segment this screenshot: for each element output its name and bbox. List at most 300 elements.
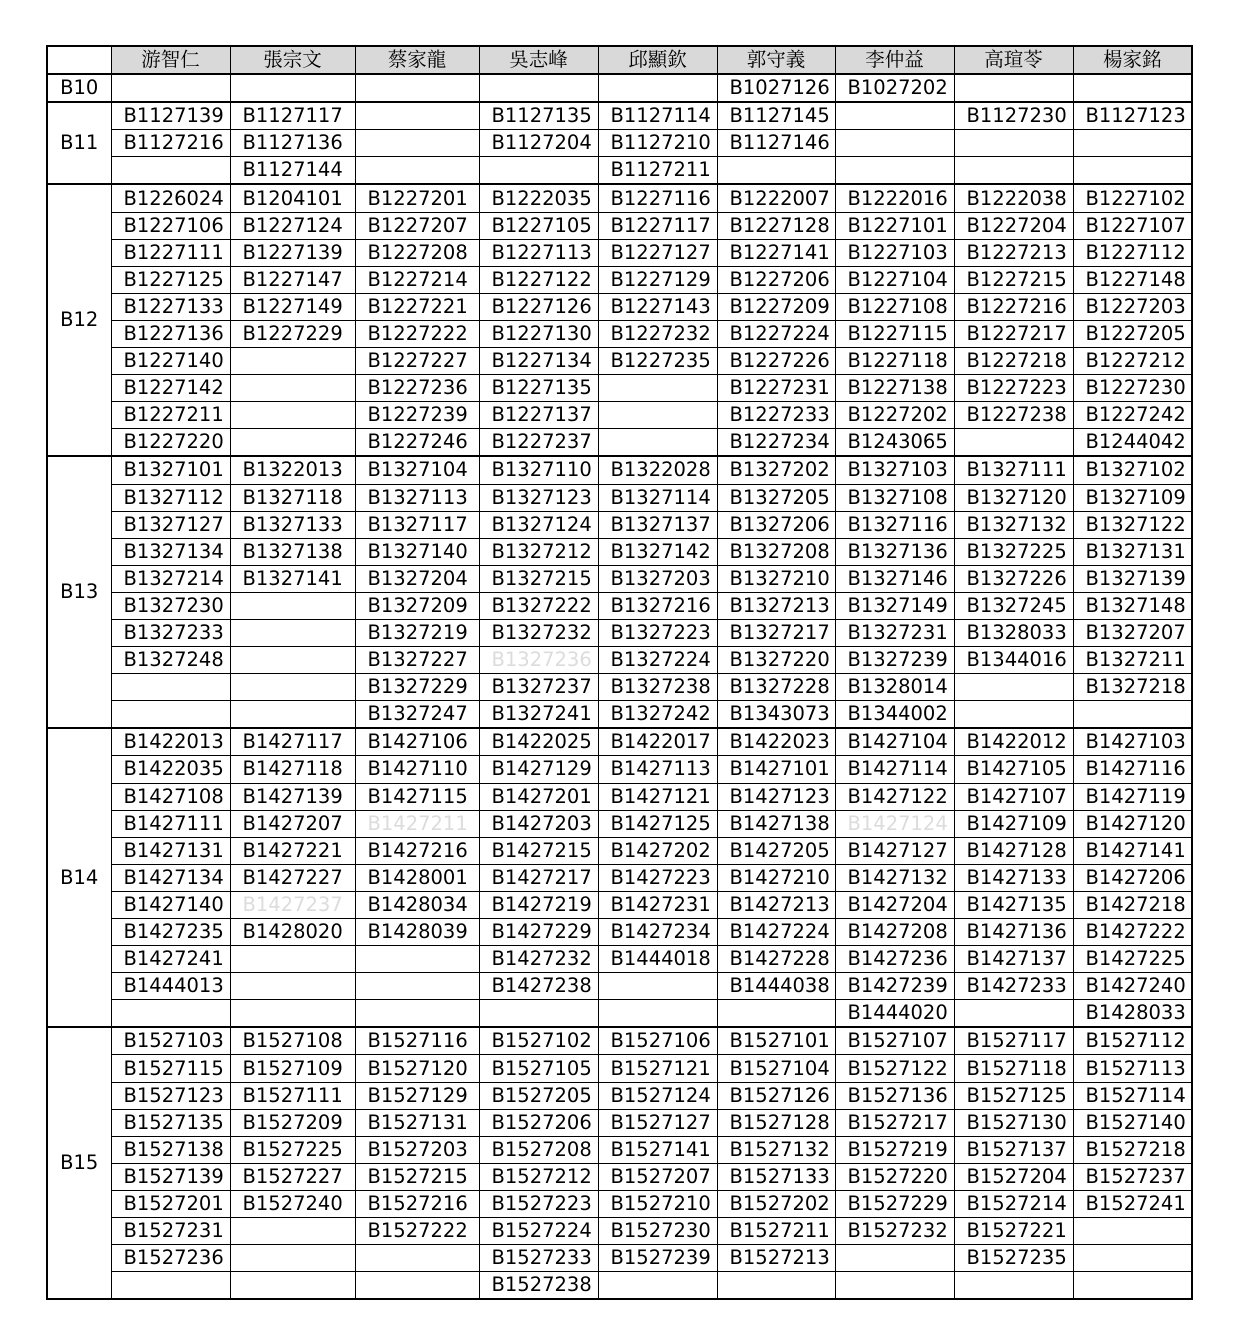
student-id-cell: B1422035 [111, 756, 230, 783]
student-id-cell: B1227134 [479, 348, 598, 375]
table-row [47, 1109, 1192, 1136]
student-id-cell [111, 701, 230, 729]
student-id-cell: B1328033 [954, 619, 1073, 646]
student-id-cell: B1427201 [479, 783, 598, 810]
teacher-header-2: 張宗文 [230, 46, 355, 74]
table-row [47, 810, 1192, 837]
student-id-cell: B1427211 [355, 810, 479, 837]
student-id-cell: B1422017 [598, 728, 717, 756]
student-id-cell [355, 74, 479, 102]
table-row [47, 837, 1192, 864]
student-id-cell: B1428033 [1073, 1000, 1192, 1028]
student-id-cell: B1227104 [835, 266, 954, 293]
student-id-cell: B1422012 [954, 728, 1073, 756]
table-row [47, 402, 1192, 429]
student-id-cell: B1227232 [598, 320, 717, 347]
student-id-cell: B1227203 [1073, 293, 1192, 320]
student-id-cell: B1327110 [479, 456, 598, 484]
student-id-cell: B1227208 [355, 239, 479, 266]
student-id-cell: B1527111 [230, 1082, 355, 1109]
student-id-cell: B1327238 [598, 674, 717, 701]
student-id-cell: B1227206 [717, 266, 835, 293]
student-id-cell [479, 157, 598, 185]
student-id-cell: B1427235 [111, 919, 230, 946]
student-id-cell: B1527233 [479, 1245, 598, 1272]
student-id-cell: B1527133 [717, 1163, 835, 1190]
table-row [47, 184, 1192, 212]
student-id-cell: B1327224 [598, 647, 717, 674]
student-id-cell: B1527105 [479, 1055, 598, 1082]
student-id-cell: B1527207 [598, 1163, 717, 1190]
table-row [47, 1245, 1192, 1272]
student-id-cell: B1327101 [111, 456, 230, 484]
student-id-cell [954, 130, 1073, 157]
student-id-cell: B1427205 [717, 837, 835, 864]
student-id-cell: B1427136 [954, 919, 1073, 946]
student-id-cell: B1227136 [111, 320, 230, 347]
student-id-cell: B1327231 [835, 619, 954, 646]
student-id-cell: B1327138 [230, 538, 355, 565]
teacher-header-4: 吳志峰 [479, 46, 598, 74]
student-id-cell: B1327220 [717, 647, 835, 674]
student-id-cell: B1527212 [479, 1163, 598, 1190]
table-row [47, 1082, 1192, 1109]
table-row [47, 647, 1192, 674]
student-id-cell: B1327114 [598, 484, 717, 511]
student-id-cell: B1227231 [717, 375, 835, 402]
student-id-cell: B1527116 [355, 1027, 479, 1055]
student-id-cell: B1227204 [954, 212, 1073, 239]
group-label: B13 [47, 456, 111, 728]
student-id-cell [1073, 130, 1192, 157]
student-id-cell: B1427110 [355, 756, 479, 783]
student-id-cell: B1227139 [230, 239, 355, 266]
student-id-cell: B1427228 [717, 946, 835, 973]
student-id-cell: B1527130 [954, 1109, 1073, 1136]
student-id-cell: B1527109 [230, 1055, 355, 1082]
student-id-cell [835, 157, 954, 185]
student-id-cell: B1227207 [355, 212, 479, 239]
teacher-header-1: 游智仁 [111, 46, 230, 74]
table-row [47, 320, 1192, 347]
student-id-cell [355, 1272, 479, 1300]
group-b11 [47, 102, 1192, 184]
student-id-cell: B1527214 [954, 1190, 1073, 1217]
student-id-cell: B1227237 [479, 429, 598, 457]
student-id-cell: B1227236 [355, 375, 479, 402]
student-id-cell: B1527222 [355, 1218, 479, 1245]
student-id-cell: B1527136 [835, 1082, 954, 1109]
student-id-cell: B1127145 [717, 102, 835, 130]
student-id-cell [835, 1272, 954, 1300]
student-id-cell [230, 619, 355, 646]
student-id-cell [598, 973, 717, 1000]
student-id-cell: B1327216 [598, 592, 717, 619]
header-corner-cell [47, 46, 111, 74]
student-id-cell: B1226024 [111, 184, 230, 212]
student-id-cell: B1427239 [835, 973, 954, 1000]
student-id-cell: B1428020 [230, 919, 355, 946]
group-label: B14 [47, 728, 111, 1027]
student-id-cell: B1322028 [598, 456, 717, 484]
student-id-cell: B1327212 [479, 538, 598, 565]
student-id-cell: B1327108 [835, 484, 954, 511]
student-id-cell: B1227122 [479, 266, 598, 293]
student-id-cell: B1527220 [835, 1163, 954, 1190]
student-id-cell: B1327233 [111, 619, 230, 646]
student-id-cell: B1527102 [479, 1027, 598, 1055]
student-id-cell [954, 701, 1073, 729]
group-b14 [47, 728, 1192, 1027]
student-id-cell: B1327139 [1073, 565, 1192, 592]
student-id-cell: B1227212 [1073, 348, 1192, 375]
student-id-cell: B1227106 [111, 212, 230, 239]
table-row [47, 864, 1192, 891]
student-id-cell: B1527203 [355, 1136, 479, 1163]
student-id-cell: B1427138 [717, 810, 835, 837]
student-id-cell: B1527240 [230, 1190, 355, 1217]
student-id-cell: B1427210 [717, 864, 835, 891]
student-id-cell: B1227213 [954, 239, 1073, 266]
student-id-cell: B1127135 [479, 102, 598, 130]
student-id-cell: B1327136 [835, 538, 954, 565]
student-id-cell: B1227227 [355, 348, 479, 375]
student-id-cell: B1527139 [111, 1163, 230, 1190]
student-id-cell: B1227112 [1073, 239, 1192, 266]
student-id-cell: B1427241 [111, 946, 230, 973]
student-id-cell [230, 1218, 355, 1245]
student-id-cell: B1327202 [717, 456, 835, 484]
student-id-cell: B1328014 [835, 674, 954, 701]
student-id-cell: B1327122 [1073, 511, 1192, 538]
student-id-cell: B1227105 [479, 212, 598, 239]
table-row [47, 348, 1192, 375]
student-id-cell: B1222016 [835, 184, 954, 212]
student-id-cell: B1227101 [835, 212, 954, 239]
table-row [47, 1136, 1192, 1163]
table-row [47, 674, 1192, 701]
student-id-cell: B1227111 [111, 239, 230, 266]
student-id-cell: B1527118 [954, 1055, 1073, 1082]
student-id-cell: B1227142 [111, 375, 230, 402]
student-id-cell: B1427125 [598, 810, 717, 837]
student-id-cell: B1227130 [479, 320, 598, 347]
student-id-cell: B1527127 [598, 1109, 717, 1136]
student-id-cell: B1127146 [717, 130, 835, 157]
group-label: B12 [47, 184, 111, 456]
student-id-cell: B1227217 [954, 320, 1073, 347]
student-id-cell: B1327213 [717, 592, 835, 619]
student-id-cell: B1527225 [230, 1136, 355, 1163]
student-id-cell: B1427202 [598, 837, 717, 864]
student-id-cell: B1227107 [1073, 212, 1192, 239]
student-id-cell: B1327148 [1073, 592, 1192, 619]
student-id-cell: B1527120 [355, 1055, 479, 1082]
student-id-cell: B1527135 [111, 1109, 230, 1136]
teacher-header-5: 邱顯欽 [598, 46, 717, 74]
student-id-cell: B1527213 [717, 1245, 835, 1272]
student-id-cell [598, 429, 717, 457]
student-id-cell: B1227149 [230, 293, 355, 320]
table-row [47, 1000, 1192, 1028]
student-id-cell: B1427229 [479, 919, 598, 946]
table-row [47, 783, 1192, 810]
student-id-cell [954, 674, 1073, 701]
student-id-cell: B1427134 [111, 864, 230, 891]
student-id-cell: B1327140 [355, 538, 479, 565]
student-id-cell: B1227116 [598, 184, 717, 212]
table-row [47, 157, 1192, 185]
student-id-cell: B1327239 [835, 647, 954, 674]
table-row [47, 756, 1192, 783]
student-id-cell: B1227133 [111, 293, 230, 320]
student-id-cell: B1444038 [717, 973, 835, 1000]
table-row [47, 538, 1192, 565]
student-id-cell: B1327141 [230, 565, 355, 592]
student-id-cell: B1327207 [1073, 619, 1192, 646]
student-id-cell: B1427104 [835, 728, 954, 756]
student-id-cell [230, 1245, 355, 1272]
student-id-cell: B1427231 [598, 891, 717, 918]
student-id-cell [479, 74, 598, 102]
student-id-cell: B1427139 [230, 783, 355, 810]
student-id-cell: B1227143 [598, 293, 717, 320]
student-id-cell: B1327117 [355, 511, 479, 538]
table-row [47, 1055, 1192, 1082]
student-id-cell: B1327223 [598, 619, 717, 646]
student-id-cell: B1327248 [111, 647, 230, 674]
student-id-cell: B1527113 [1073, 1055, 1192, 1082]
student-id-cell: B1327133 [230, 511, 355, 538]
student-id-cell: B1427224 [717, 919, 835, 946]
student-id-cell [598, 74, 717, 102]
student-id-cell: B1227214 [355, 266, 479, 293]
student-id-cell: B1327142 [598, 538, 717, 565]
student-id-cell: B1427118 [230, 756, 355, 783]
student-id-cell: B1427101 [717, 756, 835, 783]
student-id-cell: B1343073 [717, 701, 835, 729]
student-id-cell: B1427107 [954, 783, 1073, 810]
student-id-cell: B1227148 [1073, 266, 1192, 293]
student-id-cell: B1327209 [355, 592, 479, 619]
student-id-cell: B1227239 [355, 402, 479, 429]
student-id-cell: B1527206 [479, 1109, 598, 1136]
student-id-cell: B1527218 [1073, 1136, 1192, 1163]
table-header [47, 46, 1192, 74]
student-id-cell: B1327120 [954, 484, 1073, 511]
student-id-cell [355, 946, 479, 973]
student-id-cell: B1327241 [479, 701, 598, 729]
student-id-cell [230, 402, 355, 429]
student-id-cell: B1427103 [1073, 728, 1192, 756]
student-id-cell: B1422023 [717, 728, 835, 756]
student-id-cell [111, 1272, 230, 1300]
table-row [47, 728, 1192, 756]
student-assignment-table [46, 45, 1193, 1300]
student-id-cell [954, 1272, 1073, 1300]
student-id-cell: B1327236 [479, 647, 598, 674]
student-id-cell [355, 1245, 479, 1272]
student-id-cell: B1222035 [479, 184, 598, 212]
student-id-cell: B1227125 [111, 266, 230, 293]
student-id-cell: B1428039 [355, 919, 479, 946]
student-id-cell: B1227140 [111, 348, 230, 375]
student-id-cell: B1527201 [111, 1190, 230, 1217]
student-id-cell: B1327214 [111, 565, 230, 592]
student-id-cell: B1227215 [954, 266, 1073, 293]
student-id-cell: B1527209 [230, 1109, 355, 1136]
student-id-cell: B1427215 [479, 837, 598, 864]
student-id-cell: B1327104 [355, 456, 479, 484]
student-id-cell: B1227103 [835, 239, 954, 266]
student-id-cell: B1527215 [355, 1163, 479, 1190]
student-id-cell [1073, 1218, 1192, 1245]
student-id-cell [1073, 1245, 1192, 1272]
student-id-cell: B1327211 [1073, 647, 1192, 674]
student-id-cell: B1327132 [954, 511, 1073, 538]
student-id-cell: B1427129 [479, 756, 598, 783]
student-id-cell: B1527141 [598, 1136, 717, 1163]
student-id-cell: B1527106 [598, 1027, 717, 1055]
student-id-cell: B1227118 [835, 348, 954, 375]
student-id-cell: B1327210 [717, 565, 835, 592]
student-id-cell: B1427140 [111, 891, 230, 918]
student-id-cell [717, 1000, 835, 1028]
student-id-cell: B1227216 [954, 293, 1073, 320]
group-b12 [47, 184, 1192, 456]
table-row [47, 484, 1192, 511]
table-row [47, 973, 1192, 1000]
student-id-cell: B1227223 [954, 375, 1073, 402]
student-id-cell: B1527216 [355, 1190, 479, 1217]
student-id-cell: B1527115 [111, 1055, 230, 1082]
student-id-cell: B1127123 [1073, 102, 1192, 130]
student-id-cell: B1327226 [954, 565, 1073, 592]
table-row [47, 1218, 1192, 1245]
table-row [47, 511, 1192, 538]
table-row [47, 1272, 1192, 1300]
student-id-cell [355, 1000, 479, 1028]
student-id-cell: B1422013 [111, 728, 230, 756]
student-id-cell: B1427137 [954, 946, 1073, 973]
student-id-cell: B1527132 [717, 1136, 835, 1163]
student-id-cell: B1227113 [479, 239, 598, 266]
student-id-cell: B1427113 [598, 756, 717, 783]
student-id-cell: B1527129 [355, 1082, 479, 1109]
student-id-cell: B1327222 [479, 592, 598, 619]
table-row [47, 266, 1192, 293]
student-id-cell [355, 973, 479, 1000]
student-id-cell: B1527128 [717, 1109, 835, 1136]
student-id-cell: B1227202 [835, 402, 954, 429]
teacher-header-3: 蔡家龍 [355, 46, 479, 74]
student-id-cell: B1243065 [835, 429, 954, 457]
student-id-cell: B1427238 [479, 973, 598, 1000]
student-id-cell: B1227224 [717, 320, 835, 347]
student-id-cell [111, 157, 230, 185]
student-id-cell: B1422025 [479, 728, 598, 756]
group-label: B11 [47, 102, 111, 184]
table-row [47, 592, 1192, 619]
table-row [47, 130, 1192, 157]
student-id-cell: B1327102 [1073, 456, 1192, 484]
student-id-cell: B1327149 [835, 592, 954, 619]
student-id-cell: B1227209 [717, 293, 835, 320]
student-id-cell: B1527108 [230, 1027, 355, 1055]
student-id-cell: B1444018 [598, 946, 717, 973]
student-id-cell: B1327229 [355, 674, 479, 701]
student-id-cell [954, 429, 1073, 457]
student-id-cell: B1427233 [954, 973, 1073, 1000]
student-id-cell: B1527112 [1073, 1027, 1192, 1055]
student-id-cell: B1527224 [479, 1218, 598, 1245]
student-id-cell: B1227126 [479, 293, 598, 320]
student-id-cell: B1027202 [835, 74, 954, 102]
student-id-cell: B1327134 [111, 538, 230, 565]
student-id-cell: B1527219 [835, 1136, 954, 1163]
student-id-cell: B1427109 [954, 810, 1073, 837]
table-row [47, 919, 1192, 946]
student-id-cell: B1227226 [717, 348, 835, 375]
student-id-cell: B1527125 [954, 1082, 1073, 1109]
student-id-cell: B1327237 [479, 674, 598, 701]
student-id-cell [230, 1000, 355, 1028]
student-id-cell: B1227233 [717, 402, 835, 429]
student-id-cell: B1427219 [479, 891, 598, 918]
student-id-cell: B1427122 [835, 783, 954, 810]
student-id-cell: B1527103 [111, 1027, 230, 1055]
student-id-cell: B1227128 [717, 212, 835, 239]
student-id-cell [230, 973, 355, 1000]
student-id-cell: B1327123 [479, 484, 598, 511]
table-row [47, 701, 1192, 729]
student-id-cell: B1327203 [598, 565, 717, 592]
student-id-cell: B1427222 [1073, 919, 1192, 946]
student-id-cell: B1527204 [954, 1163, 1073, 1190]
student-id-cell: B1227102 [1073, 184, 1192, 212]
student-id-cell: B1227220 [111, 429, 230, 457]
student-id-cell: B1427232 [479, 946, 598, 973]
student-id-cell: B1327206 [717, 511, 835, 538]
student-id-cell: B1227124 [230, 212, 355, 239]
student-id-cell: B1427221 [230, 837, 355, 864]
student-id-cell: B1527124 [598, 1082, 717, 1109]
student-id-cell: B1327113 [355, 484, 479, 511]
student-id-cell [598, 1272, 717, 1300]
student-id-cell: B1427133 [954, 864, 1073, 891]
student-id-cell: B1527238 [479, 1272, 598, 1300]
student-id-cell: B1327112 [111, 484, 230, 511]
student-id-cell: B1227205 [1073, 320, 1192, 347]
student-id-cell: B1327232 [479, 619, 598, 646]
student-id-cell: B1527101 [717, 1027, 835, 1055]
student-id-cell: B1327127 [111, 511, 230, 538]
student-id-cell [717, 157, 835, 185]
table-row [47, 456, 1192, 484]
student-id-cell: B1227211 [111, 402, 230, 429]
student-id-cell: B1327247 [355, 701, 479, 729]
group-b10 [47, 74, 1192, 102]
student-id-cell: B1427123 [717, 783, 835, 810]
student-id-cell: B1427131 [111, 837, 230, 864]
table-row [47, 1163, 1192, 1190]
student-id-cell: B1527137 [954, 1136, 1073, 1163]
student-id-cell: B1427223 [598, 864, 717, 891]
student-id-cell: B1327111 [954, 456, 1073, 484]
student-id-cell: B1427124 [835, 810, 954, 837]
student-id-cell: B1527122 [835, 1055, 954, 1082]
student-id-cell: B1127144 [230, 157, 355, 185]
